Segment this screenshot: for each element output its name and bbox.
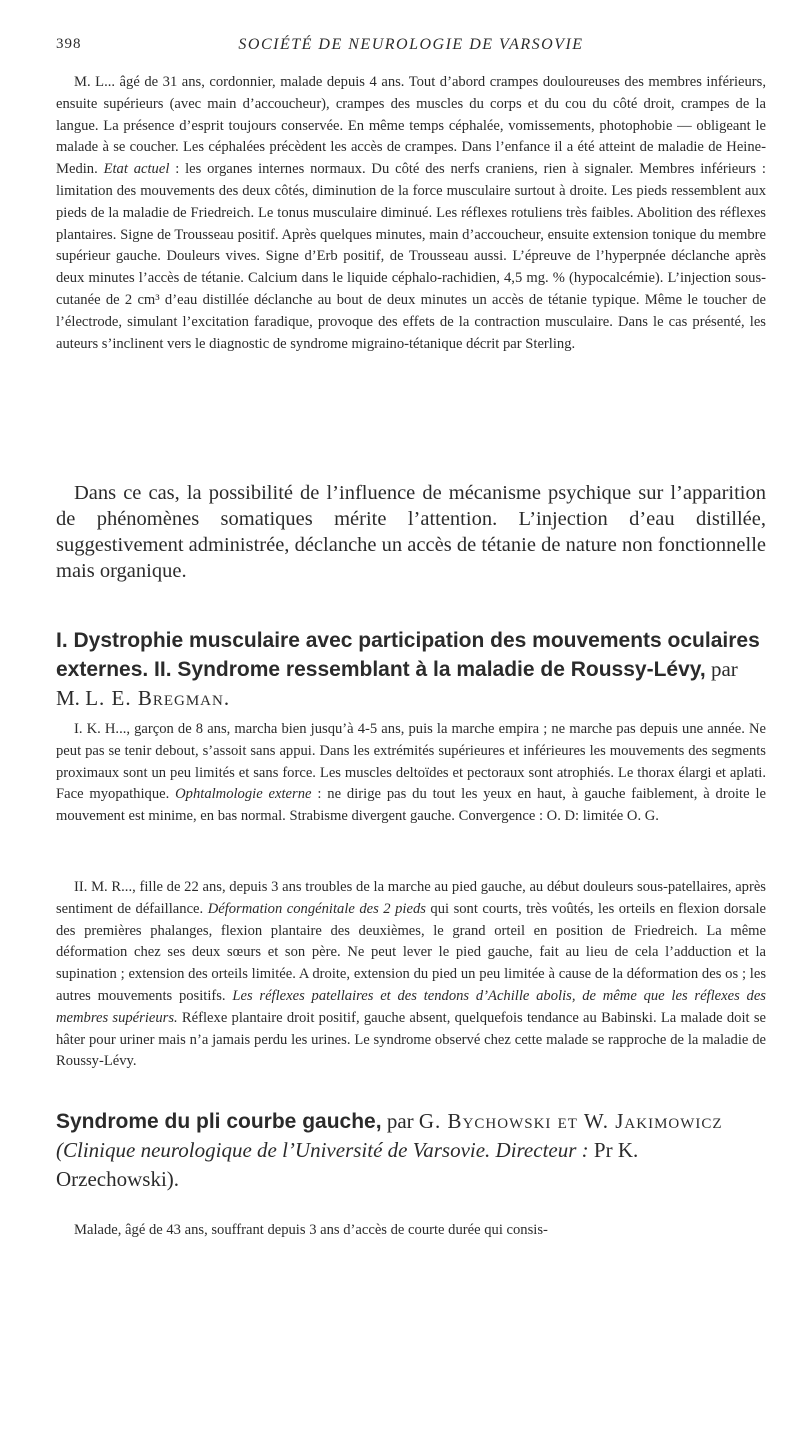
section-heading-pli-courbe [56,1107,766,1194]
running-head [56,36,766,58]
case-1-text-2: : ne dirige pas du tout les yeux en haut, à gauche faiblement, à droite le mouvement est minime, en bas normal. Strabisme divergent gauche. Convergence : O. D: limitée O. G. [56,786,766,825]
case-2-text-2: qui sont courts, très voûtés, les orteils en flexion dorsale des premières phalanges, flexion plantaire des deuxièmes, le grand orteil en position de Friedreich. La même déformation chez ses deux sœurs et son père. Ne peut lever le pied gauche, fait au lieu de cela l’adduction et la supination ; extension des orteils limitée. A droite, extension du pied un peu limitée à cause de la déformation des os ; les autres mouvements positifs. [56,900,766,1004]
deformation-label: Déformation congénitale des 2 pieds [207,900,426,917]
etat-actuel-label: Etat actuel [103,161,170,178]
case-1-paragraph [56,719,766,828]
author-bregman: L. E. Bregman. [85,686,231,710]
authors-bychowski-jakimowicz: G. Bychowski et W. Jakimowicz [418,1109,723,1133]
pli-courbe-paragraph: Malade, âgé de 43 ans, souffrant depuis 3 ans d’accès de courte durée qui consis- [74,1222,548,1238]
reflexes-label: Les réflexes patellaires et des tendons d’Achille abolis, de même que les réflexes des membres supérieurs. [56,987,766,1026]
case-2-paragraph [56,877,766,1073]
case-2-text-1: II. M. R..., fille de 22 ans, depuis 3 ans troubles de la marche au pied gauche, au début douleurs sous-patellaires, après sentiment de défaillance. [56,879,766,917]
section-title-pli-courbe: Syndrome du pli courbe gauche, [56,1110,382,1133]
conclusion-paragraph: Dans ce cas, la possibilité de l’influence de mécanisme psychique sur l’apparition de phénomènes somatiques mérite l’attention. L’injection d’eau distillée, suggestivement administrée, déclanche un accès de tétanie de nature non fonctionnelle mais organique. [56,482,766,582]
case-1-text-1: I. K. H..., garçon de 8 ans, marcha bien jusqu’à 4-5 ans, puis la marche empira ; ne marche pas depuis une année. Ne peut pas se tenir debout, s’assoit sans appui. Dans les extrémités supérieures et inférieures les mouvements des segments proximaux sont un peu limités et sans force. Les muscles deltoïdes et pectoraux sont atrophiés. Le thorax élargi et aplati. Face myopathique. [56,721,766,803]
page-number: 398 [56,36,82,52]
case-2-text-3: Réflexe plantaire droit positif, gauche absent, quelquefois tendance au Babinski. La malade doit se hâter pour uriner mais n’a jamais perdu les urines. Le syndrome observé chez cette malade se rapproche de la maladie de Roussy-Lévy. [56,1009,766,1070]
journal-title: SOCIÉTÉ DE NEUROLOGIE DE VARSOVIE [238,36,584,53]
institution: (Clinique neurologique de l’Université de Varsovie. Directeur : [56,1138,589,1162]
case-report-text-1: M. L... âgé de 31 ans, cordonnier, malade depuis 4 ans. Tout d’abord crampes douloureuses des membres inférieurs, ensuite supérieurs (avec main d’accoucheur), crampes des muscles du corps et du cou du côté droit, crampes de la langue. La présence d’esprit toujours conservée. En même temps céphalée, vomissements, photophobie — obligeant le malade à se coucher. Les céphalées précèdent les accès de crampes. Dans l’enfance il a été atteint de maladie de Heine-Medin. [56,74,766,178]
par-label-2: par [381,1109,419,1133]
par-label: par M. [56,657,738,710]
section-heading-dystrophie [56,627,766,713]
ophtalmologie-label: Ophtalmologie externe [175,786,312,803]
section-title-dystrophie: I. Dystrophie musculaire avec participation des mouvements oculaires externes. II. Syndrome ressemblant à la maladie de Roussy-Lévy, [56,629,760,681]
case-report-text-2: : les organes internes normaux. Du côté des nerfs craniens, rien à signaler. Membres inférieurs : limitation des mouvements des deux côtés, diminution de la force musculaire surtout à droite. Les pieds ressemblent aux pieds de la maladie de Friedreich. Le tonus musculaire diminué. Les réflexes rotuliens très faibles. Abolition des réflexes plantaires. Signe de Trousseau positif. Après quelques minutes, main d’accoucheur, ensuite extension tonique du membre supérieur gauche. Douleurs vives. Signe d’Erb positif, de Trousseau aussi. L’épreuve de l’hyperpnée déclanche après deux minutes l’accès de tétanie. Calcium dans le liquide céphalo-rachidien, 4,5 mg. % (hypocalcémie). L’injection sous-cutanée de 2 cm³ d’eau distillée déclanche au bout de deux minutes un accès de tétanie typique. Même le toucher de l’électrode, simulant l’excitation faradique, provoque des effets de la contraction musculaire. Dans le cas présenté, les auteurs s’inclinent vers le diagnostic de syndrome migraino-tétanique décrit par Sterling. [56,161,766,352]
case-report-paragraph [56,72,766,355]
director-name: Pr K. Orzechowski). [56,1138,639,1191]
